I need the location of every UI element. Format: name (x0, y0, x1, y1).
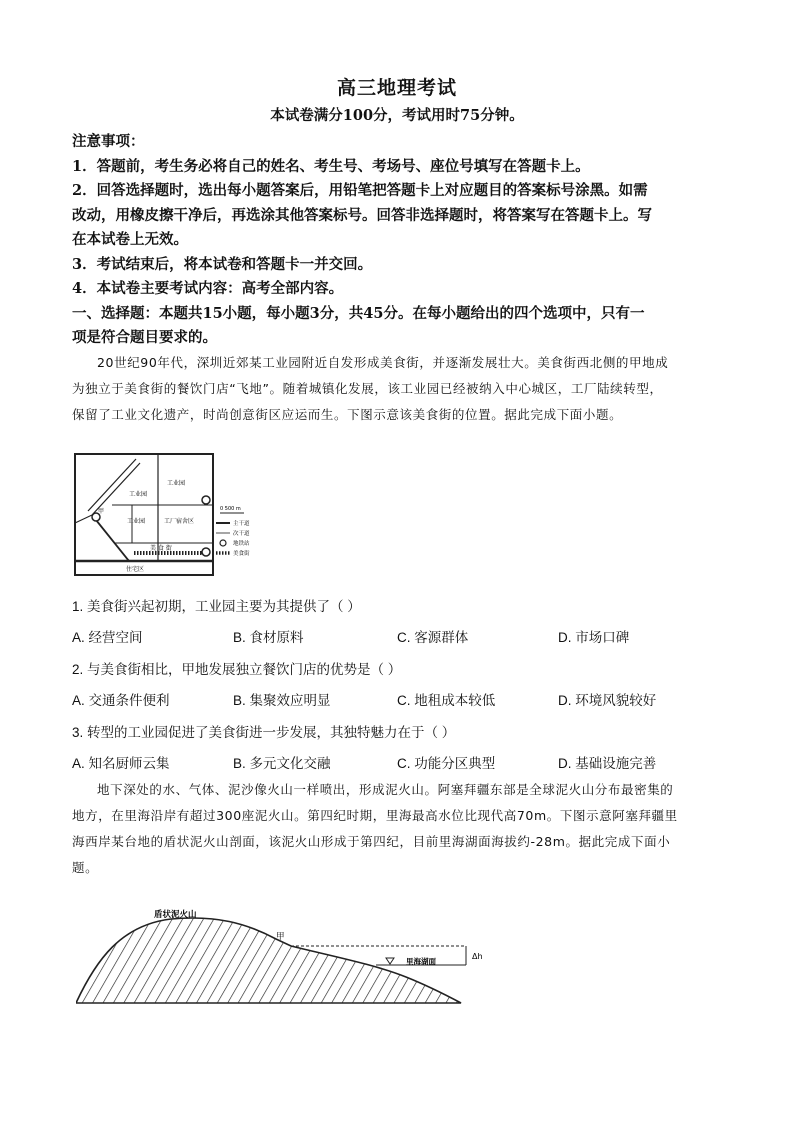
passage-2 (72, 777, 722, 881)
exam-subtitle: 本试卷满分100分，考试用时75分钟。 (270, 107, 524, 124)
section-heading: 项是符合题目要求的。 (72, 329, 217, 346)
area-label: 住宅区 (126, 566, 145, 573)
notice-line: 在本试卷上无效。 (72, 231, 188, 248)
volcano-hatched-section (76, 918, 461, 1003)
passage-line: 为独立于美食街的餐饮门店“飞地”。随着城镇化发展，该工业园已经被纳入中心城区，工厂陆续转型， (72, 381, 663, 396)
notice-heading: 注意事项： (72, 133, 145, 150)
scale-label: 0 500 m (220, 506, 241, 512)
legend-label: 主干道 (233, 521, 250, 527)
option-c[interactable]: C. 功能分区典型 (397, 756, 496, 771)
option-c[interactable]: C. 地租成本较低 (397, 693, 496, 708)
passage-line: 地方，在里海沿岸有超过300座泥火山。第四纪时期，里海最高水位比现代高70m。下图示意阿塞拜疆里 (72, 808, 678, 823)
question-2-options (72, 689, 732, 709)
section-heading: 一、选择题：本题共15小题，每小题3分，共45分。在每小题给出的四个选项中，只有一 (72, 304, 645, 322)
option-d[interactable]: D. 基础设施完善 (558, 756, 657, 771)
option-c[interactable]: C. 客源群体 (397, 630, 469, 645)
option-d[interactable]: D. 环境风貌较好 (558, 693, 657, 708)
exam-title: 高三地理考试 (336, 77, 457, 99)
question-1-options (72, 626, 732, 646)
passage-line: 题。 (72, 860, 99, 875)
question-1-stem: 1. 美食街兴起初期，工业园主要为其提供了（ ） (72, 599, 361, 614)
legend-label: 美食街 (233, 551, 250, 557)
main-road (88, 459, 136, 511)
notice-line: 4．本试卷主要考试内容：高考全部内容。 (72, 280, 344, 297)
water-level-icon (386, 958, 394, 964)
area-label: 工业园 (167, 480, 186, 487)
notice-block (72, 130, 722, 351)
passage-line: 地下深处的水、气体、泥沙像火山一样喷出，形成泥火山。阿塞拜疆东部是全球泥火山分布最密集的 (97, 782, 674, 797)
point-jia-label: 甲 (276, 932, 285, 942)
question-3-options (72, 752, 732, 772)
notice-line: 1．答题前，考生务必将自己的姓名、考生号、考场号、座位号填写在答题卡上。 (72, 157, 590, 175)
area-label: 工厂宿舍区 (164, 518, 195, 525)
food-street-label: 美 食 街 (150, 545, 172, 552)
point-jia-label: 甲 (98, 508, 105, 515)
option-b[interactable]: B. 多元文化交融 (233, 756, 331, 771)
notice-line: 2．回答选择题时，选出每小题答案后，用铅笔把答题卡上对应题目的答案标号涂黑。如需 (72, 182, 648, 199)
delta-h-label: Δh (472, 952, 483, 961)
passage-1 (72, 350, 722, 428)
option-a[interactable]: A. 经营空间 (72, 630, 143, 645)
subway-station-icon (202, 548, 210, 556)
notice-line: 3．考试结束后，将本试卷和答题卡一并交回。 (72, 255, 373, 273)
legend-label: 次干道 (233, 531, 250, 537)
secondary-road (75, 515, 92, 523)
area-label: 工业园 (129, 491, 148, 498)
option-b[interactable]: B. 食材原料 (233, 630, 304, 645)
main-road (92, 515, 129, 561)
mud-volcano-profile (76, 905, 506, 1015)
option-b[interactable]: B. 集聚效应明显 (233, 693, 331, 708)
legend-subway-icon (220, 540, 226, 546)
passage-line: 保留了工业文化遗产，时尚创意街区应运而生。下图示意该美食街的位置。据此完成下面小题。 (72, 407, 623, 422)
passage-line: 海西岸某台地的盾状泥火山剖面，该泥火山形成于第四纪，目前里海湖面海拔约-28m。据此完成下面小 (72, 834, 671, 849)
question-2-stem: 2. 与美食街相比，甲地发展独立餐饮门店的优势是（ ） (72, 662, 402, 677)
subway-station-icon (202, 496, 210, 504)
legend-label: 地铁站 (233, 541, 250, 547)
volcano-label: 盾状泥火山 (154, 910, 197, 920)
notice-line: 改动，用橡皮擦干净后，再选涂其他答案标号。回答非选择题时，将答案写在答题卡上。写 (72, 206, 652, 224)
option-d[interactable]: D. 市场口碑 (558, 630, 630, 645)
lake-surface-label: 里海湖面 (406, 957, 436, 966)
question-3-stem: 3. 转型的工业园促进了美食街进一步发展，其独特魅力在于（ ） (72, 725, 456, 740)
food-street-map (74, 453, 274, 578)
passage-line: 20世纪90年代，深圳近郊某工业园附近自发形成美食街，并逐渐发展壮大。美食街西北侧的甲地成 (97, 355, 669, 370)
area-label: 工业园 (127, 518, 146, 525)
option-a[interactable]: A. 知名厨师云集 (72, 756, 170, 771)
option-a[interactable]: A. 交通条件便利 (72, 693, 170, 708)
